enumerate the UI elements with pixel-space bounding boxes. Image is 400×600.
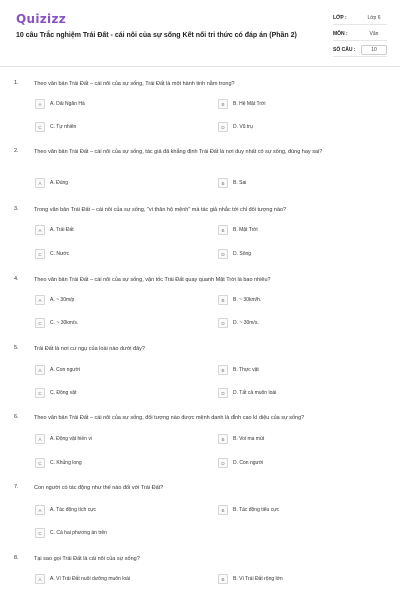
option-text: B. Voi ma mút [233, 436, 265, 442]
option-letter: C [35, 249, 45, 259]
option-text: A. Dải Ngân Hà [50, 101, 85, 107]
question-text: Theo văn bản Trái Đất – cái nôi của sự sống, Trái Đất là một hành tinh nằm trong? [34, 81, 235, 87]
option-text: B. ~ 30km/h. [233, 297, 262, 303]
option-d[interactable] [218, 249, 368, 259]
question-number: 1. [14, 80, 19, 86]
option-letter: A [35, 574, 45, 584]
meta-count-label: SỐ CÂU : [333, 46, 356, 53]
meta-subject-value: Văn [369, 30, 379, 37]
option-text: A. ~ 30m/p [50, 297, 75, 303]
option-text: A. Vì Trái Đất nuôi dưỡng muôn loài [50, 576, 130, 582]
option-d[interactable] [218, 458, 368, 468]
option-text: B. Sai [233, 180, 247, 186]
option-letter: B [218, 434, 228, 444]
option-text: C. Nước [50, 251, 70, 257]
option-text: B. Mặt Trời [233, 227, 258, 233]
question-text: Theo văn bản Trái Đất – cái nôi của sự sống, tác giả đã khẳng định Trái Đất là nơi duy nhất có sự sống, đúng hay sai? [34, 149, 323, 155]
option-text: C. Cả hai phương án trên [50, 530, 107, 536]
option-letter: C [35, 122, 45, 132]
option-letter: D [218, 458, 228, 468]
option-letter: A [35, 178, 45, 188]
option-text: C. Khủng long [50, 460, 82, 466]
option-text: B. Tác động tiêu cực [233, 507, 280, 513]
option-letter: B [218, 505, 228, 515]
option-text: B. Thực vật [233, 367, 259, 373]
option-letter: C [35, 318, 45, 328]
option-b[interactable] [218, 574, 368, 584]
option-b[interactable] [218, 225, 368, 235]
option-a[interactable] [35, 365, 185, 375]
option-b[interactable] [218, 434, 368, 444]
option-c[interactable] [35, 122, 185, 132]
meta-grade [333, 11, 387, 25]
option-text: A. Con người [50, 367, 80, 373]
option-letter: C [35, 528, 45, 538]
option-d[interactable] [218, 318, 368, 328]
option-text: D. Vũ trụ [233, 124, 253, 130]
option-b[interactable] [218, 295, 368, 305]
question-number: 2. [14, 148, 19, 154]
option-d[interactable] [218, 388, 368, 398]
meta-subject-label: MÔN : [333, 30, 348, 37]
option-letter: B [218, 225, 228, 235]
option-a[interactable] [35, 505, 185, 515]
header-divider [0, 66, 400, 67]
question-text: Con người có tác động như thế nào đối với Trái Đất? [34, 485, 164, 491]
option-letter: D [218, 318, 228, 328]
option-text: C. ~ 30km/s. [50, 320, 79, 326]
option-letter: D [218, 249, 228, 259]
option-letter: D [218, 122, 228, 132]
question-number: 4. [14, 276, 19, 282]
question-text: Theo văn bản Trái Đất – cái nôi của sự sống, vận tốc Trái Đất quay quanh Mặt Trời là bao nhiêu? [34, 277, 271, 283]
option-c[interactable] [35, 318, 185, 328]
question-number: 5. [14, 345, 19, 351]
option-c[interactable] [35, 249, 185, 259]
option-d[interactable] [218, 122, 368, 132]
option-text: A. Trái Đất [50, 227, 74, 233]
option-letter: B [218, 99, 228, 109]
page-header [0, 0, 400, 62]
option-a[interactable] [35, 295, 185, 305]
option-text: D. Tất cả muôn loài [233, 390, 277, 396]
option-letter: A [35, 295, 45, 305]
question-number: 6. [14, 414, 19, 420]
option-c[interactable] [35, 388, 185, 398]
option-a[interactable] [35, 99, 185, 109]
option-text: B. Hệ Mặt Trời [233, 101, 266, 107]
option-letter: C [35, 388, 45, 398]
question-number: 8. [14, 555, 19, 561]
option-letter: D [218, 388, 228, 398]
question-text: Trái Đất là nơi cư ngụ của loài nào dưới đây? [34, 346, 145, 352]
option-c[interactable] [35, 528, 185, 538]
option-a[interactable] [35, 225, 185, 235]
option-letter: B [218, 178, 228, 188]
question-number: 3. [14, 206, 19, 212]
option-letter: A [35, 505, 45, 515]
option-a[interactable] [35, 178, 185, 188]
option-b[interactable] [218, 99, 368, 109]
option-text: C. Tự nhiên [50, 124, 77, 130]
question-text: Tại sao gọi Trái Đất là cái nôi của sự sống? [34, 556, 140, 562]
option-letter: B [218, 365, 228, 375]
quizizz-logo: Quizizz [16, 12, 67, 26]
option-letter: A [35, 434, 45, 444]
option-b[interactable] [218, 365, 368, 375]
meta-count [333, 43, 387, 57]
page-title: 10 câu Trắc nghiệm Trái Đất - cái nôi của sự sống Kết nối tri thức có đáp án (Phần 2) [16, 32, 297, 39]
option-letter: C [35, 458, 45, 468]
option-text: A. Động vật hiền vi [50, 436, 92, 442]
option-b[interactable] [218, 505, 368, 515]
option-letter: A [35, 365, 45, 375]
option-a[interactable] [35, 574, 185, 584]
option-text: C. Động vật [50, 390, 77, 396]
quiz-meta [333, 11, 387, 59]
option-letter: B [218, 574, 228, 584]
option-text: D. Con người [233, 460, 264, 466]
option-letter: A [35, 225, 45, 235]
option-text: D. ~ 30m/s. [233, 320, 259, 326]
meta-grade-label: LỚP : [333, 14, 347, 21]
meta-subject [333, 27, 387, 41]
option-text: D. Sông [233, 251, 252, 257]
meta-count-value: 10 [361, 45, 387, 55]
option-letter: B [218, 295, 228, 305]
option-text: A. Đúng [50, 180, 69, 186]
option-b[interactable] [218, 178, 368, 188]
option-c[interactable] [35, 458, 185, 468]
option-text: A. Tác động tích cực [50, 507, 97, 513]
option-text: B. Vì Trái Đất rộng lớn [233, 576, 283, 582]
question-text: Theo văn bản Trái Đất – cái nôi của sự sống, đối tượng nào được mệnh danh là đỉnh cao kì diệu của sự sống? [34, 415, 305, 421]
question-number: 7. [14, 484, 19, 490]
question-text: Trong văn bản Trái Đất – cái nôi của sự sống, "vì thân hộ mệnh" mà tác giả nhắc tới chỉ đối tượng nào? [34, 207, 287, 213]
option-a[interactable] [35, 434, 185, 444]
option-letter: A [35, 99, 45, 109]
meta-grade-value: Lớp 6 [367, 14, 381, 21]
